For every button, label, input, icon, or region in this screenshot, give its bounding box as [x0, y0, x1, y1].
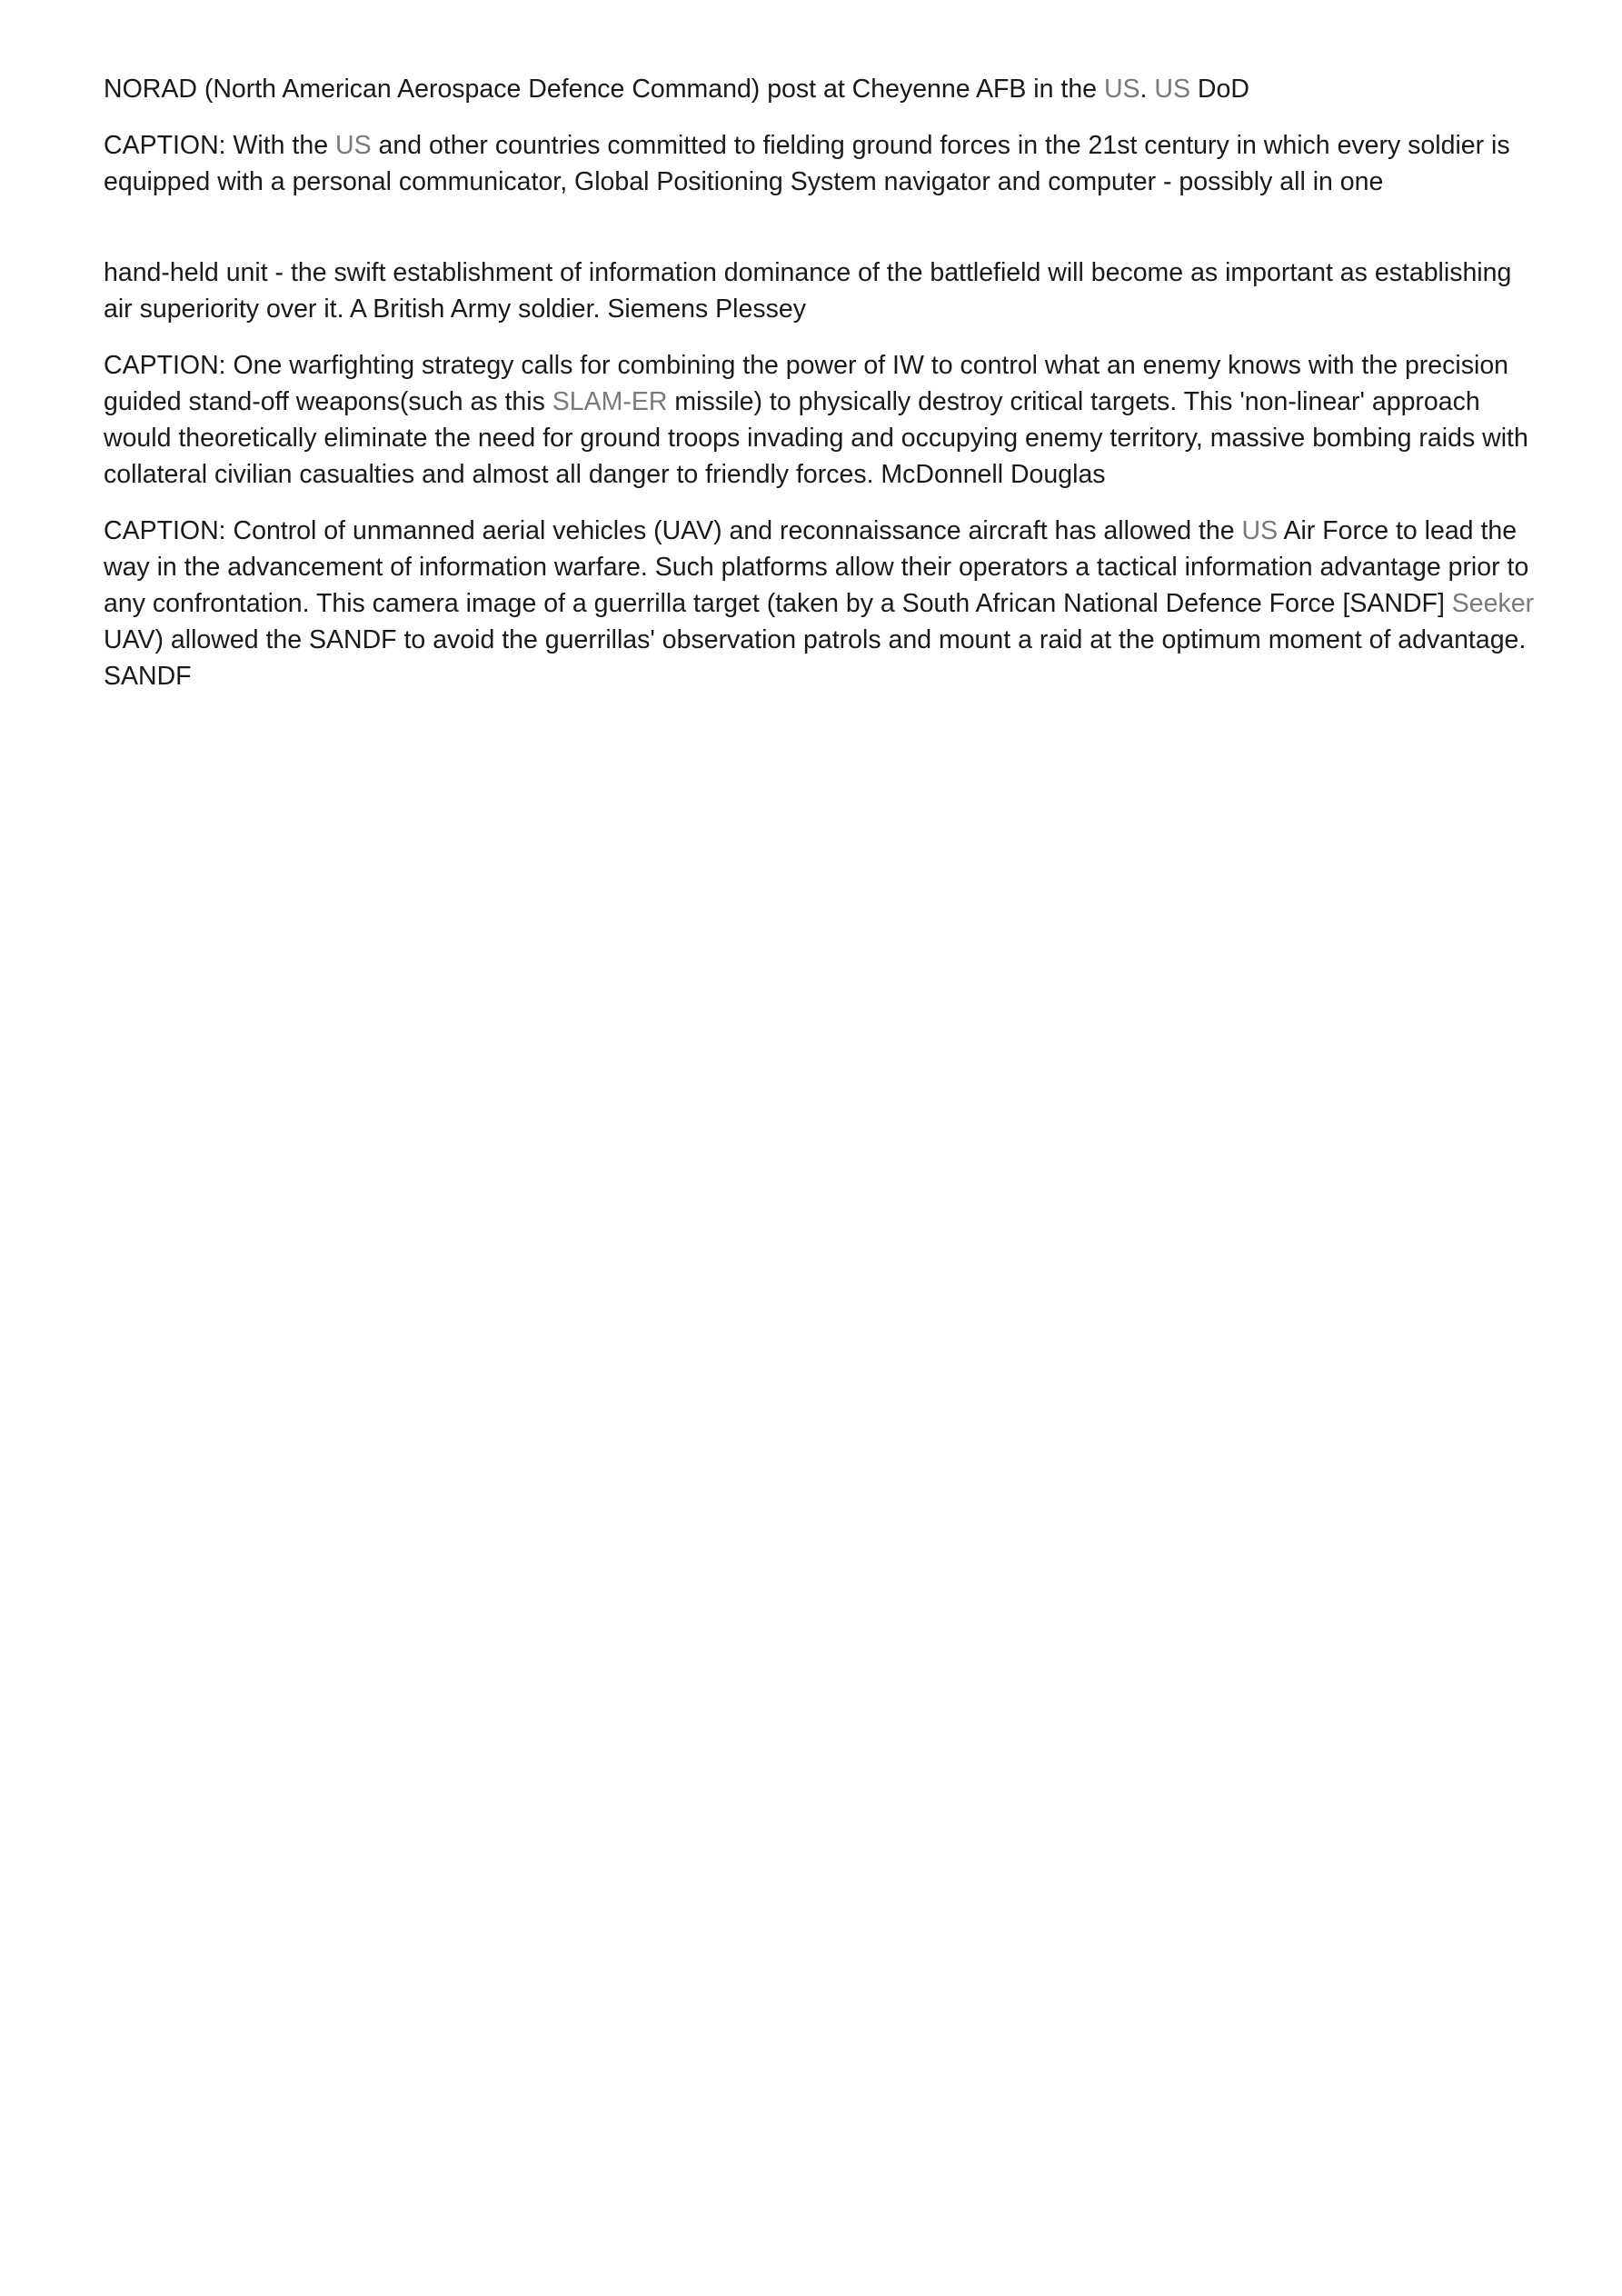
- paragraph-norad-caption: [104, 71, 1535, 107]
- paragraph-soldier-caption: [104, 127, 1535, 200]
- link-us[interactable]: US: [334, 131, 372, 160]
- paragraph-slam-er-caption: [104, 347, 1535, 493]
- text: hand-held unit - the swift establishment of information dominance of the battlefield will become as important as establishing air superiority over it. A British Army soldier. Siemens Plessey: [104, 258, 1512, 324]
- text: .: [1139, 75, 1155, 104]
- link-us[interactable]: US: [1154, 75, 1190, 104]
- text: UAV) allowed the SANDF to avoid the guerrillas' observation patrols and mount a raid at the optimum moment of advantage. SANDF: [104, 625, 1527, 691]
- link-slam-er[interactable]: SLAM-ER: [552, 387, 668, 416]
- text: CAPTION: With the: [104, 131, 335, 160]
- link-us[interactable]: US: [1103, 75, 1140, 104]
- text: DoD: [1189, 75, 1249, 104]
- text: CAPTION: Control of unmanned aerial vehicles (UAV) and reconnaissance aircraft has allowed the: [104, 516, 1242, 545]
- link-seeker[interactable]: Seeker: [1451, 589, 1535, 618]
- text: NORAD (North American Aerospace Defence Command) post at Cheyenne AFB in the: [104, 75, 1104, 104]
- link-us[interactable]: US: [1241, 516, 1279, 545]
- text: and other countries committed to fielding ground forces in the 21st century in which every soldier is equipped with a personal communicator, Global Positioning System navigator and computer - possibly all in one: [104, 131, 1510, 196]
- paragraph-soldier-caption-continued: [104, 255, 1535, 327]
- document-body: [104, 71, 1535, 714]
- paragraph-uav-caption: [104, 513, 1535, 694]
- text: missile) to physically destroy critical targets. This 'non-linear' approach would theoretically eliminate the need for ground troops invading and occupying enemy territory, massive bombing raids with collateral civilian casualties and almost all danger to friendly forces. McDonnell Douglas: [104, 387, 1528, 489]
- text: Air Force to lead the way in the advancement of information warfare. Such platforms allow their operators a tactical information advantage prior to any confrontation. This camera image of a guerrilla target (taken by a South African National Defence Force [SANDF]: [104, 516, 1529, 618]
- text: CAPTION: One warfighting strategy calls for combining the power of IW to control what an enemy knows with the precision guided stand-off weapons(such as this: [104, 351, 1509, 416]
